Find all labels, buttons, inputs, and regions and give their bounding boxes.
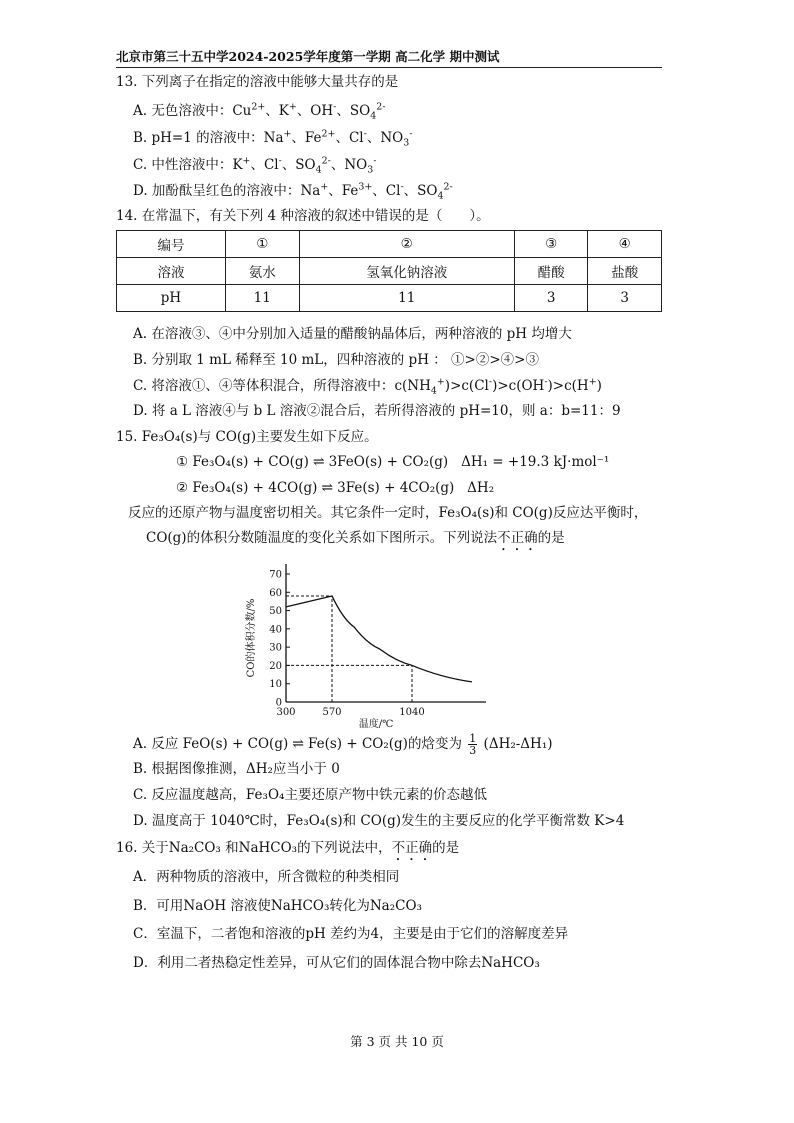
table-cell: 11 xyxy=(226,285,300,312)
y-tick-label: 30 xyxy=(269,642,282,654)
table-cell: 编号 xyxy=(117,231,226,258)
equilibrium-arrow-icon: ⇌ xyxy=(292,736,304,752)
exam-header: 北京市第三十五中学2024-2025学年度第一学期 高二化学 期中测试 xyxy=(116,47,662,68)
series-line xyxy=(286,596,472,682)
q15-description-1: 反应的还原产物与温度密切相关。其它条件一定时，Fe₃O₄(s)和 CO(g)反应达平衡时， xyxy=(128,505,648,521)
y-tick-label: 0 xyxy=(275,697,282,709)
y-tick-label: 50 xyxy=(269,606,282,618)
y-axis-label: CO的体积分数/% xyxy=(246,598,257,678)
table-cell: 盐酸 xyxy=(588,258,662,285)
table-row xyxy=(117,231,662,258)
table-cell: 3 xyxy=(514,285,588,312)
q15-option-d: D. 温度高于 1040℃时，Fe₃O₄(s)和 CO(g)发生的主要反应的化学平衡常数 K>4 xyxy=(133,813,625,829)
q15-option-a: A. 反应 FeO(s) + CO(g) ⇌ Fe(s) + CO₂(g)的焓变为 $\frac{1}{3}$ (ΔH₂-ΔH₁) xyxy=(133,732,553,757)
q14-option-b: B. 分别取 1 mL 稀释至 10 mL，四种溶液的 pH ： ①>②>④>③ xyxy=(133,352,539,368)
q14-stem: 14. 在常温下，有关下列 4 种溶液的叙述中错误的是（ ）。 xyxy=(116,208,490,224)
table-cell: ③ xyxy=(514,231,588,258)
y-tick-label: 10 xyxy=(269,679,282,691)
table-cell: 醋酸 xyxy=(514,258,588,285)
q14-option-a: A. 在溶液③、④中分别加入适量的醋酸钠晶体后，两种溶液的 pH 均增大 xyxy=(133,326,572,342)
q15-option-b: B. 根据图像推测，ΔH₂应当小于 0 xyxy=(133,761,340,777)
table-row xyxy=(117,258,662,285)
table-cell: 溶液 xyxy=(117,258,226,285)
reaction-1: ① Fe₃O₄(s) + CO(g) ⇌ 3FeO(s) + CO₂(g) ΔH₁ = +19.3 kJ·mol⁻¹ xyxy=(176,454,610,470)
page-footer: 第 3 页 共 10 页 xyxy=(350,1034,444,1049)
x-tick-label: 570 xyxy=(322,707,342,718)
fraction: $\frac{1}{3}$ xyxy=(469,732,477,757)
equilibrium-arrow-icon: ⇌ xyxy=(321,480,334,496)
co-fraction-chart xyxy=(240,560,500,730)
q16-option-c: C．室温下，二者饱和溶液的pH 差约为4，主要是由于它们的溶解度差异 xyxy=(133,926,569,942)
q16-option-a: A．两种物质的溶液中，所含微粒的种类相同 xyxy=(133,869,400,885)
q13-option-d: D. 加酚酞呈红色的溶液中：Na+、$Fe^{3+}$、Cl-、$SO_4^{2-}$ xyxy=(133,181,453,202)
table-cell: 氨水 xyxy=(226,258,300,285)
y-tick-label: 40 xyxy=(269,624,282,636)
table-cell: ④ xyxy=(588,231,662,258)
q16-option-d: D．利用二者热稳定性差异，可从它们的固体混合物中除去NaHCO₃ xyxy=(133,955,540,971)
table-cell: 11 xyxy=(299,285,514,312)
q14-option-d: D. 将 a L 溶液④与 b L 溶液②混合后，若所得溶液的 pH=10，则 a：b=11：9 xyxy=(133,403,621,419)
table-row xyxy=(117,285,662,312)
q16-stem: 16. 关于Na₂CO₃ 和NaHCO₃的下列说法中，不正确的是 xyxy=(116,840,460,856)
q13-option-b: B. pH=1 的溶液中：Na+、$Fe^{2+}$、Cl-、$NO_3^-$ xyxy=(133,128,413,149)
q15-stem: 15. Fe₃O₄(s)与 CO(g)主要发生如下反应。 xyxy=(116,429,378,445)
table-cell: 氢氧化钠溶液 xyxy=(299,258,514,285)
q14-option-c: C. 将溶液①、④等体积混合，所得溶液中：$c(NH_4^+)>c(Cl^-)>c(OH^-)>c(H^+)$ xyxy=(133,376,602,397)
ph-table xyxy=(116,230,662,312)
equilibrium-arrow-icon: ⇌ xyxy=(312,454,325,470)
table-cell: 3 xyxy=(588,285,662,312)
reaction-2: ② Fe₃O₄(s) + 4CO(g) ⇌ 3Fe(s) + 4CO₂(g) ΔH₂ xyxy=(176,480,495,496)
y-tick-label: 60 xyxy=(269,587,282,599)
q13-stem: 13. 下列离子在指定的溶液中能够大量共存的是 xyxy=(116,74,399,90)
x-tick-label: 300 xyxy=(276,707,296,718)
y-tick-label: 20 xyxy=(269,660,282,672)
x-tick-label: 1040 xyxy=(399,707,425,718)
table-cell: ② xyxy=(299,231,514,258)
y-tick-label: 70 xyxy=(269,569,282,581)
q16-option-b: B．可用NaOH 溶液使NaHCO₃转化为Na₂CO₃ xyxy=(133,898,422,914)
x-axis-label: 温度/℃ xyxy=(358,719,394,730)
q15-option-c: C. 反应温度越高，Fe₃O₄主要还原产物中铁元素的价态越低 xyxy=(133,787,487,803)
table-cell: ① xyxy=(226,231,300,258)
q13-option-c: C. 中性溶液中：K+、Cl-、$SO_4^{2-}$、$NO_3^-$ xyxy=(133,155,377,176)
q15-description-2: CO(g)的体积分数随温度的变化关系如下图所示。下列说法不正确的是 xyxy=(146,530,565,546)
table-cell: pH xyxy=(117,285,226,312)
q13-option-a: A. 无色溶液中：$Cu^{2+}$、K+、OH-、$SO_4^{2-}$ xyxy=(133,101,386,122)
